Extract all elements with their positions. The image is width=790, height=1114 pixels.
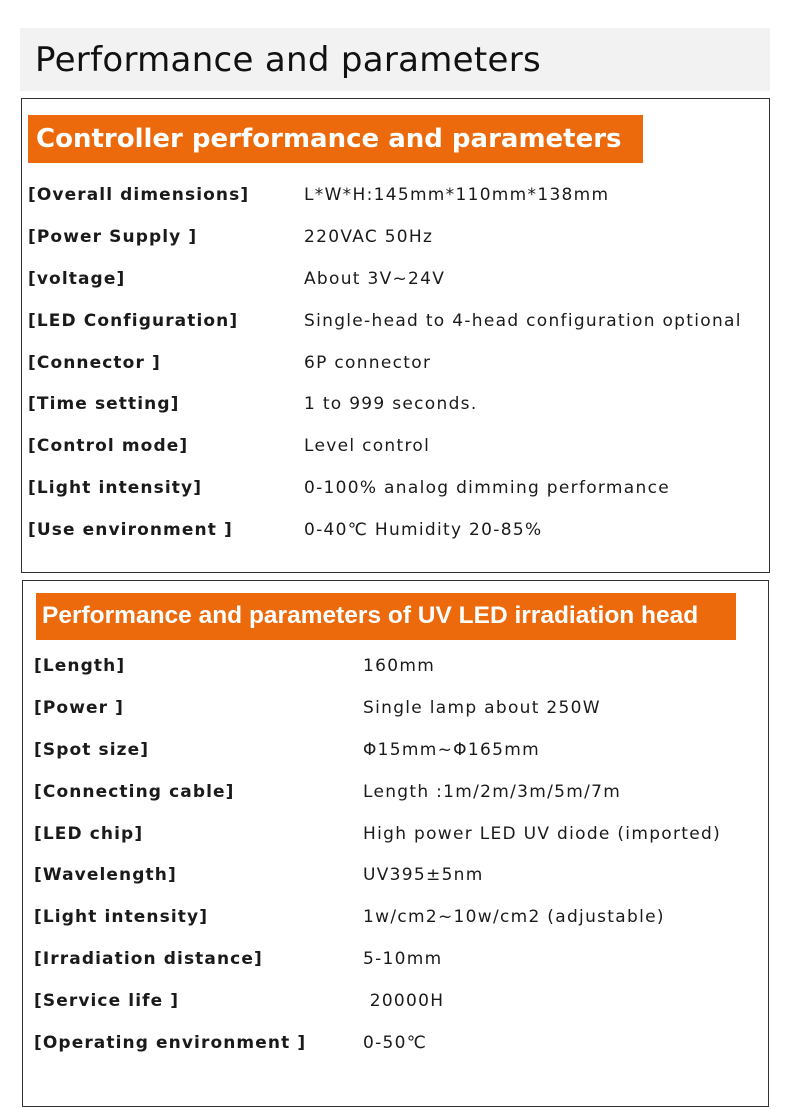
- spec-row: [22, 175, 769, 217]
- spec-value: 1 to 999 seconds.: [304, 394, 478, 415]
- spec-row: [23, 772, 768, 814]
- spec-value: 0-40℃ Humidity 20-85%: [304, 520, 543, 541]
- spec-label: [Irradiation distance]: [34, 949, 263, 970]
- spec-row: [22, 343, 769, 385]
- spec-value: 160mm: [363, 656, 436, 676]
- spec-row: [22, 217, 769, 259]
- spec-value: 20000H: [363, 991, 445, 1012]
- spec-row: [23, 1023, 768, 1065]
- spec-label: [Time setting]: [28, 394, 180, 415]
- spec-value: UV395±5nm: [363, 865, 484, 886]
- spec-label: [LED chip]: [34, 823, 144, 844]
- spec-value: L*W*H:145mm*110mm*138mm: [304, 185, 610, 205]
- spec-row: [22, 384, 769, 426]
- spec-label: [Light intensity]: [28, 478, 203, 499]
- spec-label: [Connecting cable]: [34, 781, 235, 802]
- spec-row: [23, 897, 768, 939]
- spec-label: [Light intensity]: [34, 907, 209, 928]
- spec-label: [Power Supply ]: [28, 226, 198, 247]
- spec-value: Single-head to 4-head configuration optional: [304, 310, 742, 331]
- spec-row: [23, 688, 768, 730]
- uv-head-section: [22, 580, 769, 1107]
- spec-value: 220VAC 50Hz: [304, 226, 434, 247]
- spec-label: [Power ]: [34, 697, 125, 718]
- controller-heading: Controller performance and parameters: [28, 115, 643, 163]
- spec-value: Φ15mm~Φ165mm: [363, 739, 540, 760]
- spec-value: 5-10mm: [363, 949, 443, 970]
- spec-label: [Overall dimensions]: [28, 185, 250, 205]
- uv-head-spec-list: [23, 646, 768, 1065]
- spec-label: [voltage]: [28, 268, 126, 289]
- spec-row: [22, 259, 769, 301]
- spec-label: [Length]: [34, 656, 126, 676]
- spec-row: [22, 426, 769, 468]
- spec-value: High power LED UV diode (imported): [363, 823, 722, 844]
- spec-row: [22, 301, 769, 343]
- spec-row: [22, 510, 769, 552]
- page-title: Performance and parameters: [35, 40, 542, 80]
- spec-value: 0-50℃: [363, 1033, 428, 1054]
- spec-value: Single lamp about 250W: [363, 697, 601, 718]
- spec-row: [23, 981, 768, 1023]
- spec-value: 1w/cm2~10w/cm2 (adjustable): [363, 907, 665, 928]
- spec-value: Level control: [304, 436, 431, 457]
- spec-row: [23, 646, 768, 688]
- spec-label: [Wavelength]: [34, 865, 177, 886]
- spec-label: [Use environment ]: [28, 520, 233, 541]
- spec-row: [23, 814, 768, 856]
- spec-value: About 3V~24V: [304, 268, 446, 289]
- spec-value: 0-100% analog dimming performance: [304, 478, 670, 499]
- spec-label: [Service life ]: [34, 991, 180, 1012]
- spec-value: Length :1m/2m/3m/5m/7m: [363, 781, 622, 802]
- page-title-bar: [20, 28, 770, 91]
- spec-row: [23, 730, 768, 772]
- spec-row: [22, 468, 769, 510]
- spec-row: [23, 939, 768, 981]
- spec-label: [Spot size]: [34, 739, 150, 760]
- spec-label: [Control mode]: [28, 436, 189, 457]
- uv-head-heading: Performance and parameters of UV LED irradiation head: [36, 593, 736, 640]
- controller-section: [21, 98, 770, 573]
- spec-label: [LED Configuration]: [28, 310, 239, 331]
- spec-value: 6P connector: [304, 352, 432, 373]
- spec-label: [Operating environment ]: [34, 1033, 307, 1054]
- spec-row: [23, 855, 768, 897]
- spec-label: [Connector ]: [28, 352, 161, 373]
- controller-spec-list: [22, 175, 769, 552]
